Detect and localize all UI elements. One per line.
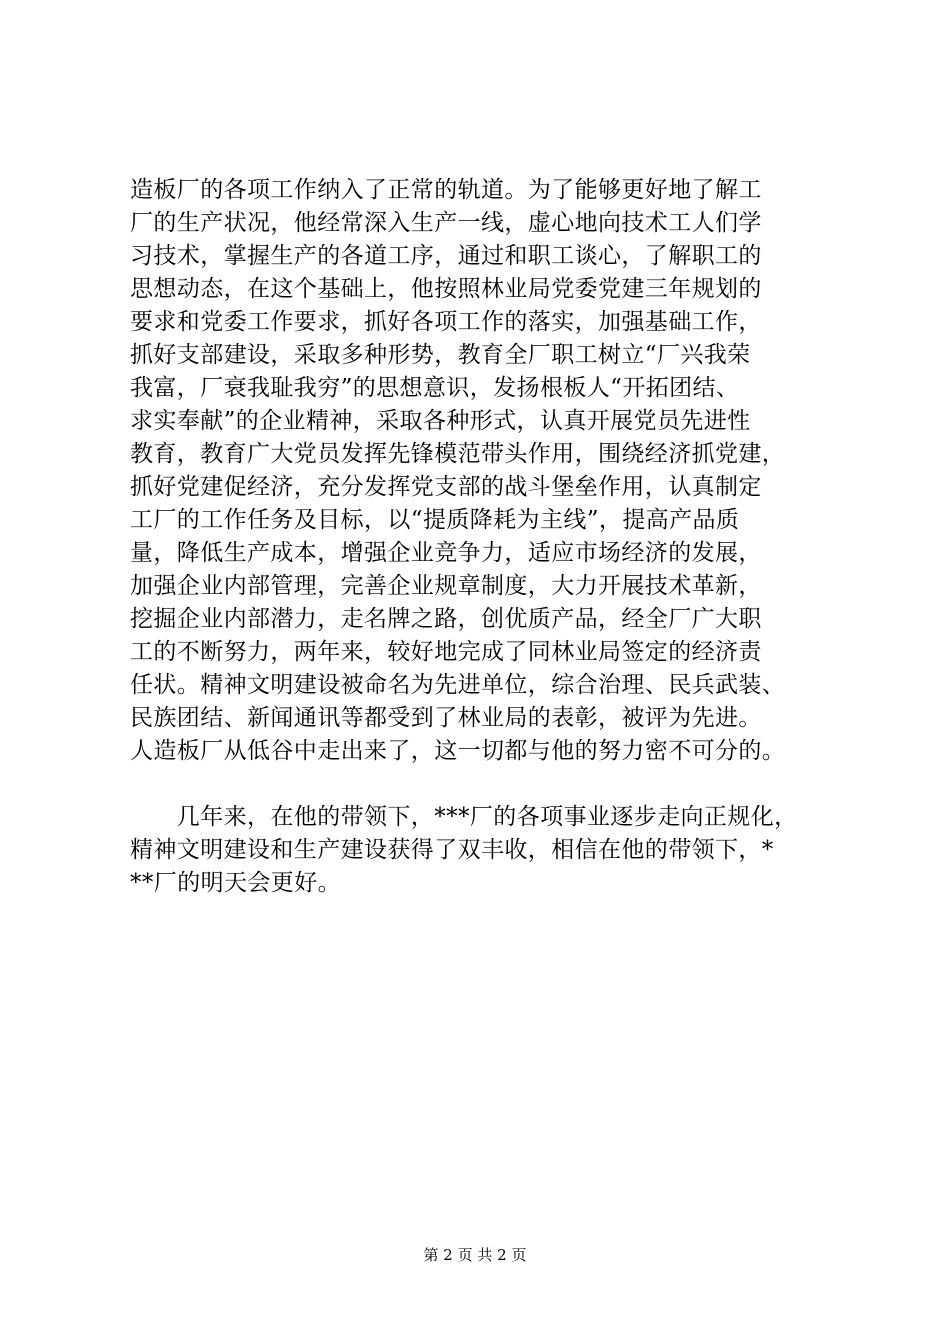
document-body (130, 174, 830, 900)
text-line: 挖掘企业内部潜力，走名牌之路，创优质产品，经全厂广大职 (130, 606, 762, 632)
text-line: 抓好党建促经济，充分发挥党支部的战斗堡垒作用，认真制定 (130, 474, 762, 500)
text-line: 教育，教育广大党员发挥先锋模范带头作用，围绕经济抓党建， (130, 441, 786, 467)
text-line: **厂的明天会更好。 (130, 870, 341, 896)
text-line: 思想动态，在这个基础上，他按照林业局党委党建三年规划的 (130, 276, 762, 302)
text-line: 造板厂的各项工作纳入了正常的轨道。为了能够更好地了解工 (130, 177, 762, 203)
text-line: 加强企业内部管理，完善企业规章制度，大力开展技术革新， (130, 573, 762, 599)
text-line: 人造板厂从低谷中走出来了，这一切都与他的努力密不可分的。 (130, 738, 786, 764)
text-line: 要求和党委工作要求，抓好各项工作的落实，加强基础工作， (130, 309, 762, 335)
text-line: 量，降低生产成本，增强企业竞争力，适应市场经济的发展， (130, 540, 762, 566)
page-number: 第 2 页 共 2 页 (423, 1246, 527, 1264)
text-line: 任状。精神文明建设被命名为先进单位，综合治理、民兵武装、 (130, 672, 786, 698)
text-line: 几年来，在他的带领下，***厂的各项事业逐步走向正规化， (130, 804, 798, 830)
text-line: 精神文明建设和生产建设获得了双丰收，相信在他的带领下，* (130, 837, 774, 863)
text-line: 工的不断努力，两年来，较好地完成了同林业局签定的经济责 (130, 639, 762, 665)
text-line: 工厂的工作任务及目标，以“提质降耗为主线”，提高产品质 (130, 507, 740, 533)
paragraph-spacer (130, 768, 830, 801)
text-line: 民族团结、新闻通讯等都受到了林业局的表彰，被评为先进。 (130, 705, 762, 731)
text-line: 我富，厂衰我耻我穷”的思想意识，发扬根板人“开拓团结、 (130, 375, 740, 401)
text-line: 求实奉献”的企业精神，采取各种形式，认真开展党员先进性 (130, 408, 751, 434)
text-line: 抓好支部建设，采取多种形势，教育全厂职工树立“厂兴我荣 (130, 342, 751, 368)
paragraph-1 (130, 174, 830, 768)
text-line: 习技术，掌握生产的各道工序，通过和职工谈心，了解职工的 (130, 243, 762, 269)
page-footer (0, 1245, 950, 1265)
text-line: 厂的生产状况，他经常深入生产一线，虚心地向技术工人们学 (130, 210, 762, 236)
paragraph-2 (130, 801, 830, 900)
